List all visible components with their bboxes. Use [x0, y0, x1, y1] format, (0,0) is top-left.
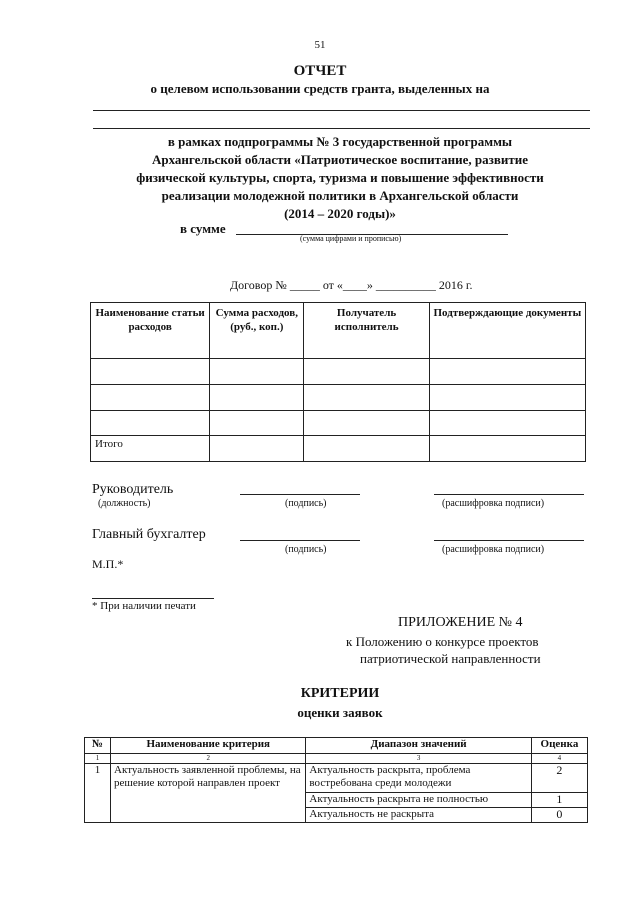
report-title: ОТЧЕТ — [293, 63, 347, 79]
sum-label: в сумме — [180, 221, 226, 236]
appendix-line1: к Положению о конкурсе проектов — [346, 634, 539, 649]
header-range: Диапазон значений — [306, 738, 531, 754]
program-line: физической культуры, спорта, туризма и повышение эффективности — [136, 170, 544, 185]
program-line: реализации молодежной политики в Архангельской области — [161, 188, 519, 203]
range-text: Актуальность раскрыта не полностью — [306, 793, 531, 808]
grant-purpose-line-2 — [93, 128, 590, 129]
head-label: Руководитель — [92, 482, 174, 497]
header-documents: Подтверждающие документы — [429, 303, 585, 359]
header-number: № — [85, 738, 111, 754]
report-subtitle: о целевом использовании средств гранта, выделенных на — [150, 81, 490, 96]
head-signature-hint: (подпись) — [285, 498, 327, 509]
range-score: 0 — [531, 808, 587, 823]
range-text: Актуальность не раскрыта — [306, 808, 531, 823]
header-amount: Сумма расходов, (руб., коп.) — [210, 303, 304, 359]
column-number: 2 — [111, 754, 306, 764]
header-recipient: Получатель исполнитель — [304, 303, 429, 359]
appendix-title: ПРИЛОЖЕНИЕ № 4 — [398, 615, 523, 630]
grant-purpose-line — [93, 110, 590, 111]
program-line: (2014 – 2020 годы)» — [284, 206, 396, 221]
expense-table — [90, 302, 586, 462]
total-label: Итого — [91, 436, 210, 462]
header-expense-item: Наименование статьи расходов — [91, 303, 210, 359]
accountant-signature-hint: (подпись) — [285, 544, 327, 555]
sum-hint: (сумма цифрами и прописью) — [300, 234, 402, 243]
range-score: 2 — [531, 764, 587, 793]
program-text — [60, 133, 620, 223]
table-row — [85, 764, 588, 793]
accountant-decode-line — [434, 540, 584, 541]
criteria-table — [84, 737, 588, 823]
table-row — [91, 436, 586, 462]
criterion-number: 1 — [85, 764, 111, 823]
criteria-title: КРИТЕРИИ — [300, 686, 380, 701]
table-row — [91, 385, 586, 411]
header-criterion: Наименование критерия — [111, 738, 306, 754]
program-line: Архангельской области «Патриотическое воспитание, развитие — [151, 152, 528, 167]
column-number: 3 — [306, 754, 531, 764]
appendix-line2: патриотической направленности — [360, 651, 541, 666]
program-line: в рамках подпрограммы № 3 государственной программы — [167, 134, 513, 149]
contract-line: Договор № _____ от «____» __________ 2016 г. — [230, 278, 473, 292]
header-score: Оценка — [531, 738, 587, 754]
head-signature-line — [240, 494, 360, 495]
head-decode-line — [434, 494, 584, 495]
criteria-subtitle: оценки заявок — [297, 705, 383, 720]
accountant-signature-line — [240, 540, 360, 541]
page-number: 51 — [314, 39, 326, 51]
position-hint: (должность) — [98, 498, 151, 509]
stamp-label: М.П.* — [92, 557, 124, 571]
head-decode-hint: (расшифровка подписи) — [442, 498, 545, 509]
table-row — [91, 359, 586, 385]
range-text: Актуальность раскрыта, проблема востребована среди молодежи — [306, 764, 531, 793]
column-number: 4 — [531, 754, 587, 764]
table-row — [91, 411, 586, 436]
range-score: 1 — [531, 793, 587, 808]
accountant-label: Главный бухгалтер — [92, 527, 206, 542]
column-number: 1 — [85, 754, 111, 764]
footnote-separator — [92, 598, 214, 599]
accountant-decode-hint: (расшифровка подписи) — [442, 544, 545, 555]
footnote: * При наличии печати — [92, 600, 196, 612]
criterion-name: Актуальность заявленной проблемы, на решение которой направлен проект — [111, 764, 306, 823]
